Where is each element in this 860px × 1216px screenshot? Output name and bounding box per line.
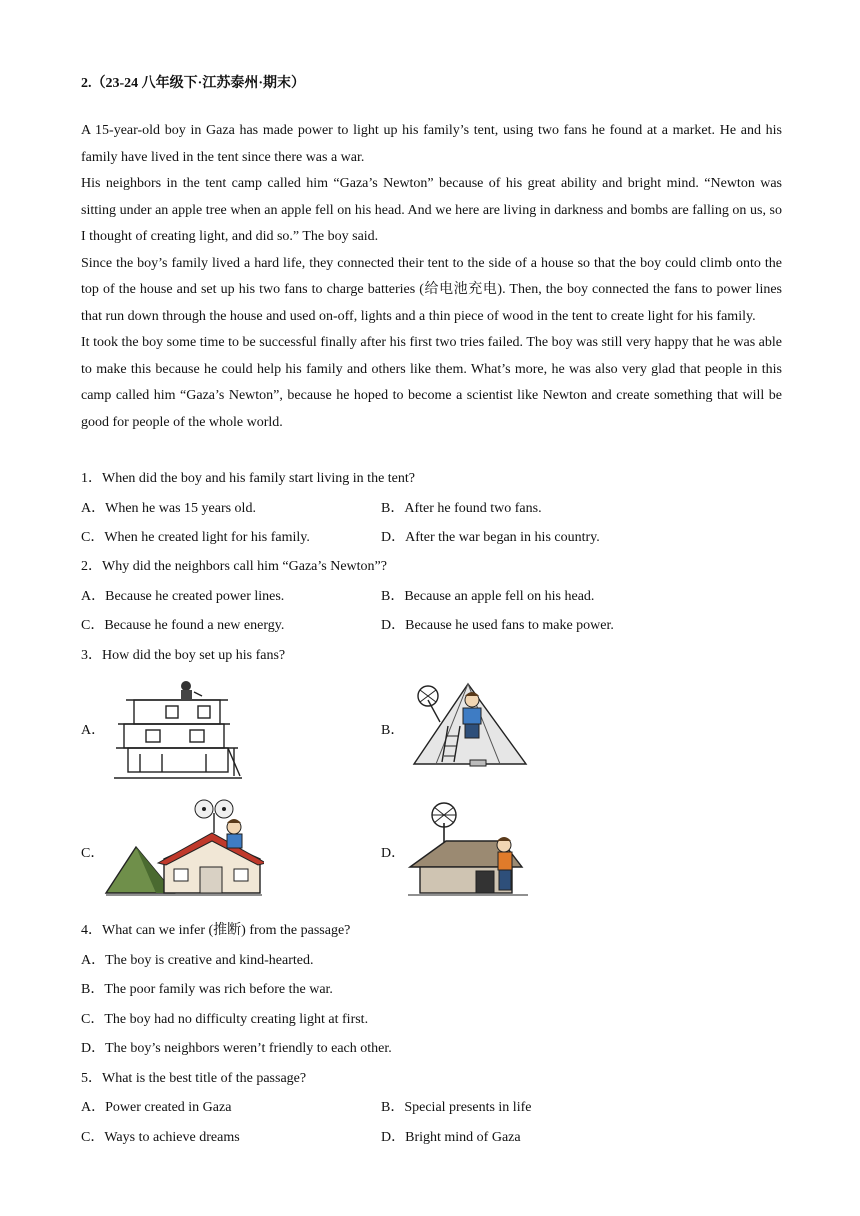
boy-beside-hut-with-fan-icon [406,795,531,898]
q3-picture-d[interactable] [406,795,531,903]
passage-paragraph-1: A 15-year-old boy in Gaza has made power to light up his family’s tent, using two fans he found at a market. He and his family have lived in the tent since there was a war. [81,123,782,165]
q3-option-a-label[interactable]: A． [81,723,106,738]
q1-option-d[interactable]: D．After the war began in his country. [381,530,600,545]
q2-option-c[interactable]: C．Because he found a new energy. [81,618,285,633]
passage-paragraph-3: Since the boy’s family lived a hard life, they connected their tent to the side of a house so that the boy could climb onto the top of the house and set up his two fans to charge batteries (给电池充电). Then, the boy connected the fans to power lines that run down through the house and used on-off, lights and a thin piece of wood in the tent to create light for his family. [81,255,782,324]
q1-option-a[interactable]: A．When he was 15 years old. [81,501,256,516]
q2-option-a[interactable]: A．Because he created power lines. [81,589,285,604]
q4-option-d[interactable]: D．The boy’s neighbors weren’t friendly to each other. [81,1041,392,1056]
q4-option-b[interactable]: B．The poor family was rich before the war. [81,982,333,997]
q5-option-d[interactable]: D．Bright mind of Gaza [381,1130,521,1145]
question-source: （23-24 八年级下·江苏泰州·期末） [91,76,305,91]
tent-beside-house-with-fans-icon [104,797,264,900]
q1-option-b[interactable]: B．After he found two fans. [381,501,542,516]
q2-option-b[interactable]: B．Because an apple fell on his head. [381,589,595,604]
question-number: 2. [81,76,92,91]
reading-passage [81,118,782,436]
q5-option-a[interactable]: A．Power created in Gaza [81,1100,232,1115]
q3-option-c-label[interactable]: C． [81,846,105,861]
q5-option-c[interactable]: C．Ways to achieve dreams [81,1130,240,1145]
q3-option-b-label[interactable]: B． [381,723,405,738]
q3-picture-b[interactable] [408,678,533,783]
q3-picture-c[interactable] [104,797,264,905]
q1-option-c[interactable]: C．When he created light for his family. [81,530,310,545]
question-3-stem: 3．How did the boy set up his fans? [81,648,286,663]
question-4-stem: 4．What can we infer (推断) from the passage? [81,923,351,938]
question-2-stem: 2．Why did the neighbors call him “Gaza’s Newton”? [81,559,387,574]
q2-option-d[interactable]: D．Because he used fans to make power. [381,618,614,633]
q3-option-d-label[interactable]: D． [381,846,406,861]
q3-picture-a[interactable] [110,678,245,786]
q5-option-b[interactable]: B．Special presents in life [381,1100,532,1115]
q4-option-c[interactable]: C．The boy had no difficulty creating light at first. [81,1012,369,1027]
multi-storey-house-with-boy-on-roof-icon [110,678,245,781]
boy-climbing-tent-with-fan-icon [408,678,533,778]
passage-paragraph-4: It took the boy some time to be successful finally after his first two tries failed. The boy was still very happy that he was able to make this because he could help his family and others like them. What’s more, he was also very glad that people in this camp called him “Gaza’s Newton”, because he hoped to become a scientist like Newton and create something that will be good for people of the whole world. [81,335,782,430]
question-1-stem: 1．When did the boy and his family start living in the tent? [81,471,415,486]
question-5-stem: 5．What is the best title of the passage? [81,1071,307,1086]
question-header [81,72,305,92]
q4-option-a[interactable]: A．The boy is creative and kind-hearted. [81,953,314,968]
passage-paragraph-2: His neighbors in the tent camp called him “Gaza’s Newton” because of his great ability and bright mind. “Newton was sitting under an apple tree when an apple fell on his head. And we here are living in darkness and bombs are falling on us, so I thought of creating light, and did so.” The boy said. [81,176,782,244]
